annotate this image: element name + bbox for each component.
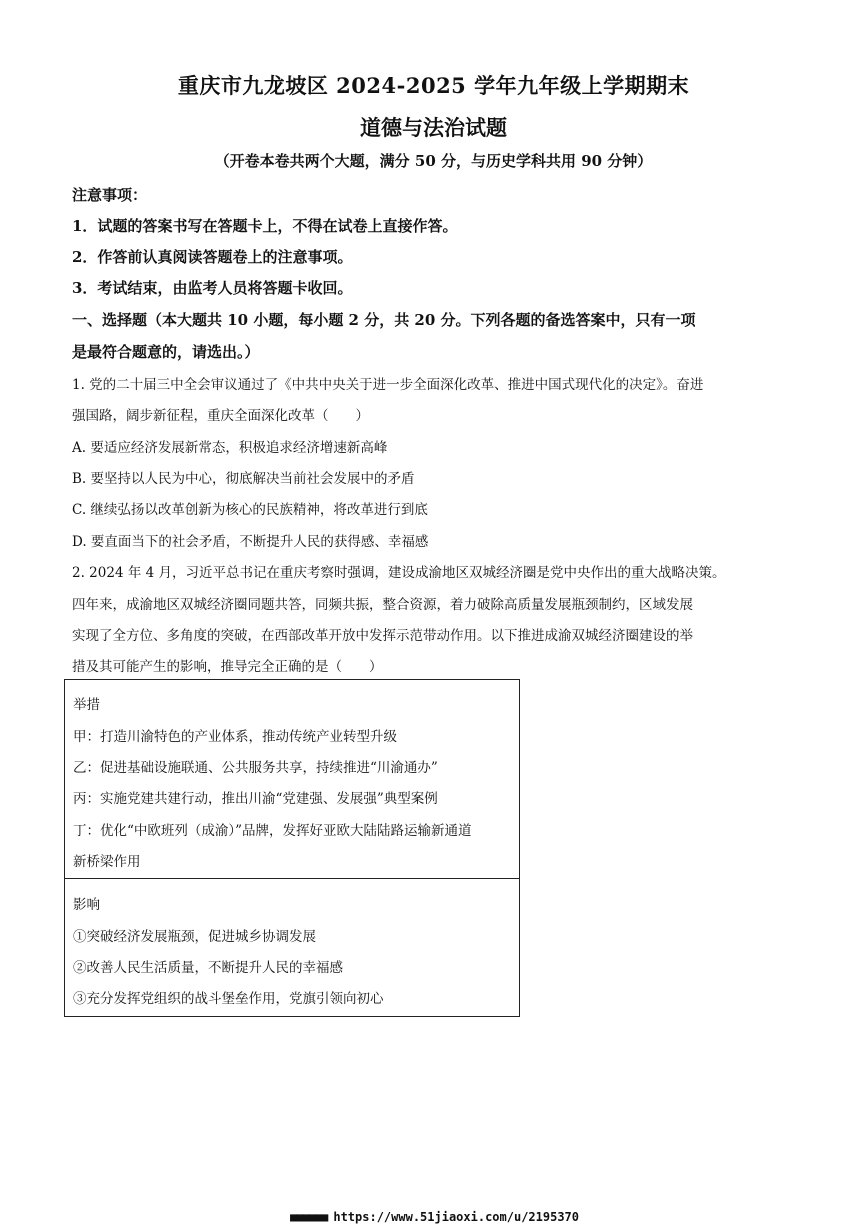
table-measure-item: 甲：打造川渝特色的产业体系，推动传统产业转型升级 [73,729,397,745]
notes-heading: 注意事项： [72,186,148,204]
footer-url-link[interactable]: https://www.51jiaoxi.com/u/2195370 [333,1210,579,1224]
section-heading: 一、选择题（本大题共 10 小题，每小题 2 分，共 20 分。下列各题的备选答案中，只有一项 [72,311,696,329]
question-1-option-c: C. 继续弘扬以改革创新为核心的民族精神，将改革进行到底 [72,502,428,518]
table-measure-item: 丙：实施党建共建行动，推出川渝“党建强、发展强”典型案例 [73,791,438,807]
question-2-stem-cont: 实现了全方位、多角度的突破，在西部改革开放中发挥示范带动作用。以下推进成渝双城经济圈建设的举 [72,628,693,644]
table-divider [65,878,519,879]
note-item: 3．考试结束，由监考人员将答题卡收回。 [72,279,353,297]
question-2-stem-cont: 四年来，成渝地区双城经济圈同题共答，同频共振，整合资源，着力破除高质量发展瓶颈制约，区域发展 [72,597,693,613]
exam-subject-title: 道德与法治试题 [360,115,507,140]
table-measure-item: 乙：促进基础设施联通、公共服务共享，持续推进“川渝通办” [73,760,438,776]
footer-dots: ■■■■■■ [290,1210,328,1224]
table-effect-item: ③充分发挥党组织的战斗堡垒作用，党旗引领向初心 [73,991,384,1007]
question-1-stem-cont: 强国路，阔步新征程，重庆全面深化改革（ ） [72,408,369,424]
section-heading-cont: 是最符合题意的，请选出。） [72,343,260,361]
note-item: 1．试题的答案书写在答题卡上，不得在试卷上直接作答。 [72,217,458,235]
question-1-option-b: B. 要坚持以人民为中心，彻底解决当前社会发展中的矛盾 [72,471,415,487]
table-effect-item: ②改善人民生活质量，不断提升人民的幸福感 [73,960,343,976]
exam-subtitle: （开卷本卷共两个大题，满分 50 分，与历史学科共用 90 分钟） [214,152,653,170]
table-measure-item: 丁：优化“中欧班列（成渝）”品牌，发挥好亚欧大陆陆路运输新通道 [73,823,472,839]
table-measures-heading: 举措 [73,697,100,713]
question-1-stem: 1. 党的二十届三中全会审议通过了《中共中央关于进一步全面深化改革、推进中国式现代化的决定》。奋进 [72,377,704,393]
table-measure-item-cont: 新桥梁作用 [73,854,141,870]
question-2-stem: 2. 2024 年 4 月，习近平总书记在重庆考察时强调，建设成渝地区双城经济圈是党中央作出的重大战略决策。 [72,565,726,581]
table-effects-heading: 影响 [73,897,100,913]
question-2-stem-cont: 措及其可能产生的影响，推导完全正确的是（ ） [72,659,383,675]
question-1-option-a: A. 要适应经济发展新常态，积极追求经济增速新高峰 [72,440,388,456]
table-effect-item: ①突破经济发展瓶颈，促进城乡协调发展 [73,929,316,945]
question-1-option-d: D. 要直面当下的社会矛盾，不断提升人民的获得感、幸福感 [72,534,429,550]
question-2-table [64,679,520,1017]
note-item: 2．作答前认真阅读答题卷上的注意事项。 [72,248,353,266]
footer-watermark [290,1210,579,1224]
exam-title: 重庆市九龙坡区 2024-2025 学年九年级上学期期末 [177,73,690,98]
